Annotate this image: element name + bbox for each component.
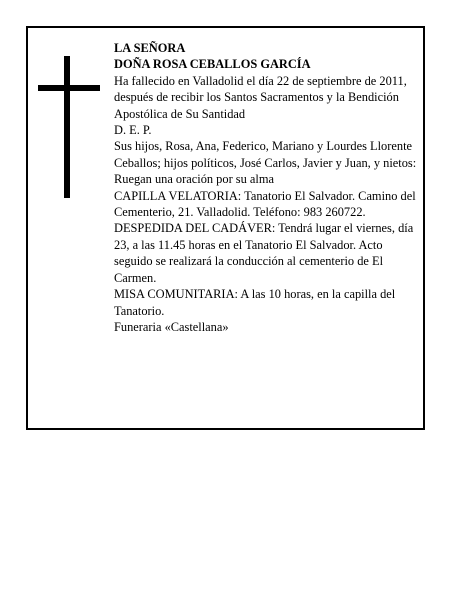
- cross-horizontal-bar: [38, 85, 100, 91]
- death-info: Ha fallecido en Valladolid el día 22 de septiembre de 2011, después de recibir los Santos Sacramentos y la Bendición Apostólica de Su Santidad: [114, 73, 407, 121]
- family-members: Sus hijos, Rosa, Ana, Federico, Mariano y Lourdes Llorente Ceballos; hijos políticos, José Carlos, Javier y Juan, y nietos:: [114, 139, 417, 170]
- mass-info: MISA COMUNITARIA: A las 10 horas, en la capilla del Tanatorio.: [114, 287, 396, 318]
- dep-abbreviation: D. E. P.: [114, 123, 152, 138]
- cross-vertical-bar: [64, 56, 70, 198]
- notice-text-block: [114, 40, 418, 335]
- chapel-info: CAPILLA VELATORIA: Tanatorio El Salvador. Camino del Cementerio, 21. Valladolid. Teléfono: 983 260722.: [114, 188, 416, 220]
- funeral-home: Funeraria «Castellana»: [114, 319, 229, 334]
- obituary-notice: [26, 26, 425, 430]
- farewell-info: DESPEDIDA DEL CADÁVER: Tendrá lugar el viernes, día 23, a las 11.45 horas en el Tanatorio El Salvador. Acto seguido se realizará la conducción al cementerio de El Carmen.: [114, 221, 414, 285]
- prayer-request: Ruegan una oración por su alma: [114, 172, 274, 187]
- cross-icon: [38, 56, 100, 198]
- heading-title: LA SEÑORA: [114, 41, 186, 55]
- deceased-name: DOÑA ROSA CEBALLOS GARCÍA: [114, 57, 311, 72]
